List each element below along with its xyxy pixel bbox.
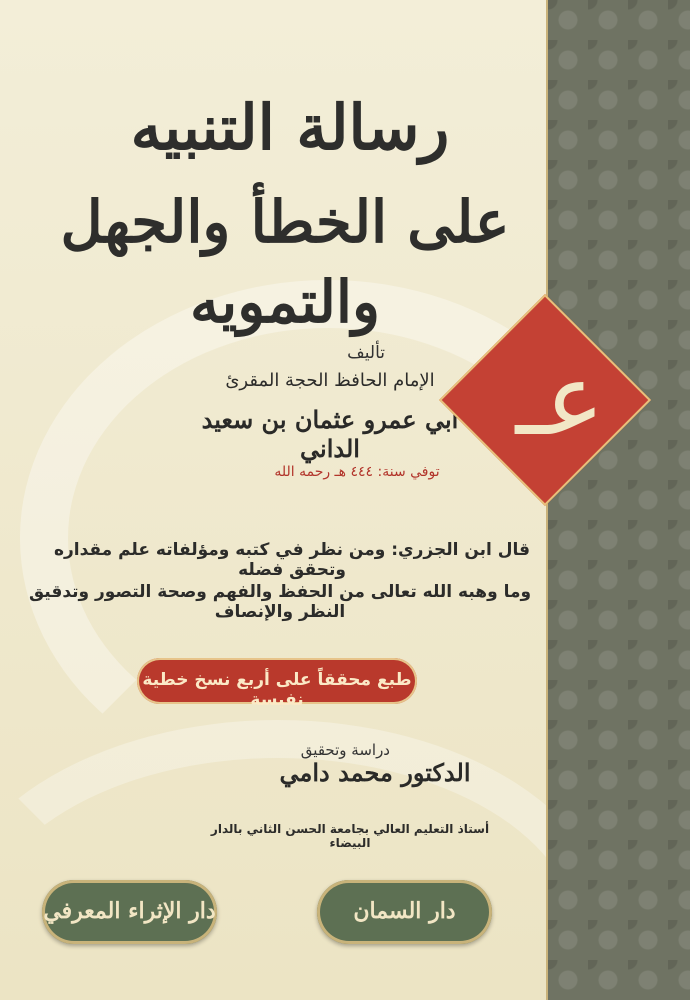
edition-badge-text: طبع محققاً على أربع نسخ خطية نفيسة (142, 670, 412, 710)
quote-line-2: وما وهبه الله تعالى من الحفظ والفهم وصحة التصور وتدقيق النظر والإنصاف (28, 582, 532, 622)
study-label: دراسة وتحقيق (300, 741, 390, 759)
editor-name: الدكتور محمد دامي (279, 758, 471, 787)
publisher-2-name: دار الإثراء المعرفي (43, 898, 216, 924)
author-name: أبي عمرو عثمان بن سعيد الداني (201, 405, 459, 463)
editor-affiliation: أستاذ التعليم العالي بجامعة الحسن الثاني بالدار البيضاء (210, 822, 490, 850)
title-line-1: رسالة التنبيه (130, 91, 450, 164)
death-note: توفي سنة: ٤٤٤ هـ رحمه الله (274, 464, 440, 480)
publisher-badge-2 (42, 880, 217, 944)
patterned-spine (548, 0, 690, 1000)
diamond-calligraphy-icon: عـ (515, 341, 605, 458)
authored-by-label: تأليف (347, 343, 385, 363)
publisher-1-name: دار السمان (353, 898, 456, 924)
publisher-badge-1 (317, 880, 492, 944)
author-titles: الإمام الحافظ الحجة المقرئ (225, 370, 435, 391)
title-line-2: على الخطأ والجهل والتمويه (60, 188, 510, 336)
edition-badge (137, 658, 417, 710)
quote-line-1: قال ابن الجزري: ومن نظر في كتبه ومؤلفاته علم مقداره وتحقق فضله (53, 540, 531, 580)
